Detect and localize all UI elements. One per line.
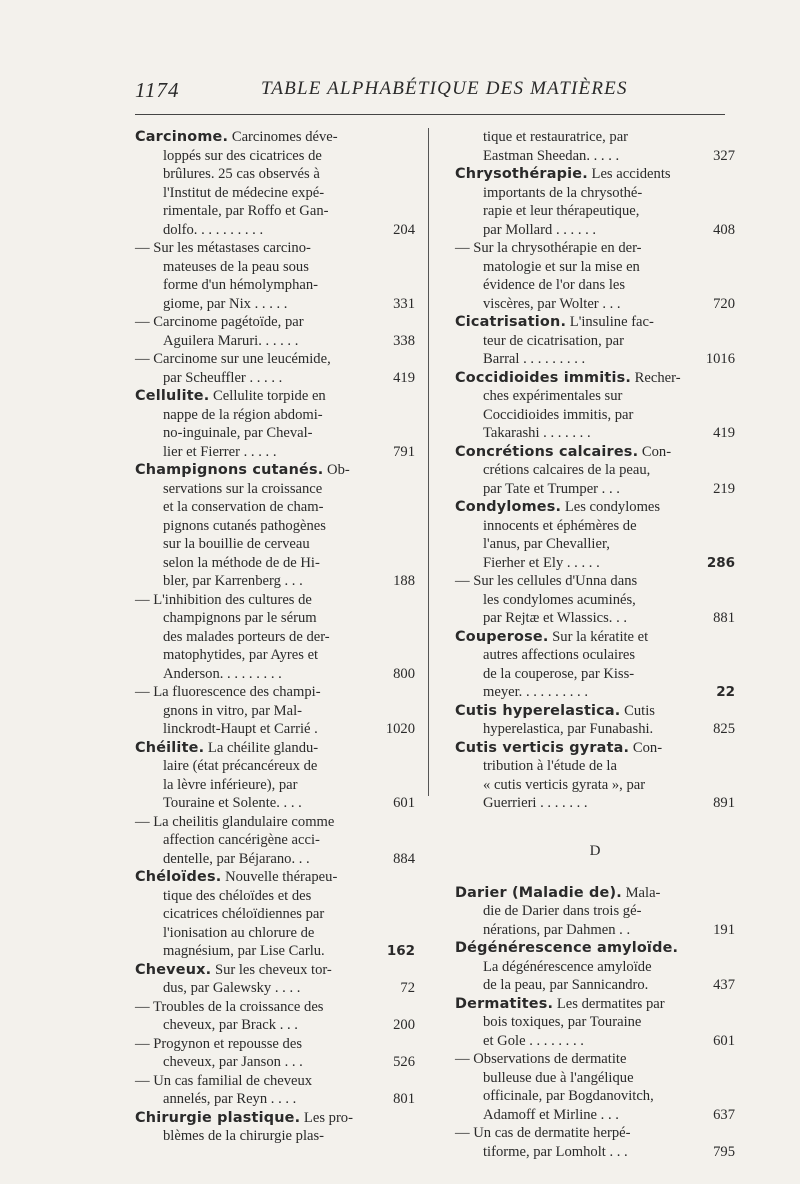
header-rule xyxy=(135,114,725,115)
page-reference: 825 xyxy=(713,721,735,737)
entry-line: l'Institut de médecine expé- xyxy=(163,184,325,201)
entry-line: Aguilera Maruri. . . . . . 338 xyxy=(163,332,415,349)
index-entry xyxy=(135,1109,415,1146)
entry-line: blèmes de la chirurgie plas- xyxy=(163,1128,325,1144)
entry-line: rimentale, par Roffo et Gan- xyxy=(163,203,329,219)
page-reference: 188 xyxy=(393,573,415,589)
entry-line: cheveux, par Janson . . . 526 xyxy=(163,1054,415,1070)
entry-line: l'anus, par Chevallier, xyxy=(483,536,610,552)
page-number: 1174 xyxy=(135,78,180,102)
entry-line: Guerrieri . . . . . . . 891 xyxy=(483,795,735,811)
entry-line: de la couperose, par Kiss- xyxy=(483,665,635,682)
page-reference: 327 xyxy=(713,147,735,164)
index-entry xyxy=(135,461,415,591)
entry-line: teur de cicatrisation, par xyxy=(483,332,625,349)
index-entry xyxy=(135,739,415,813)
entry-line: matologie et sur la mise en xyxy=(483,258,640,275)
entry-line: forme d'un hémolymphan- xyxy=(163,277,319,293)
entry-line: — Troubles de la croissance des xyxy=(135,998,324,1015)
entry-line: autres affections oculaires xyxy=(483,647,636,663)
entry-line: Cutis verticis gyrata. Con- xyxy=(455,739,663,756)
entry-line: dentelle, par Béjarano. . . 884 xyxy=(163,850,415,867)
entry-line: La dégénérescence amyloïde xyxy=(483,958,652,975)
page-reference: 601 xyxy=(713,1032,735,1049)
index-entry xyxy=(135,387,415,461)
entry-line: Carcinome. Carcinomes déve- xyxy=(135,129,338,145)
entry-line: cicatrices chéloïdiennes par xyxy=(163,906,325,922)
entry-line: sur la bouillie de cerveau xyxy=(163,536,310,552)
column-divider xyxy=(428,128,429,796)
right-column xyxy=(455,128,735,1161)
index-entry xyxy=(135,591,415,684)
entry-line: Cutis hyperelastica. Cutis xyxy=(455,702,655,719)
page-reference: 800 xyxy=(393,665,415,682)
entry-line: — L'inhibition des cultures de xyxy=(135,591,312,608)
entry-line: — Sur la chrysothérapie en der- xyxy=(455,240,642,256)
entry-line: — Sur les cellules d'Unna dans xyxy=(455,573,638,589)
index-entry xyxy=(135,998,415,1035)
entry-line: mateuses de la peau sous xyxy=(163,258,309,275)
page-reference: 72 xyxy=(400,980,415,996)
entry-line: tique des chéloïdes et des xyxy=(163,887,312,904)
entry-line: Chirurgie plastique. Les pro- xyxy=(135,1109,353,1126)
page-reference: 720 xyxy=(713,295,735,312)
page-reference: 219 xyxy=(713,480,735,497)
page-reference: 338 xyxy=(393,332,415,349)
index-entry xyxy=(135,1072,415,1109)
index-entry xyxy=(455,369,735,443)
index-entry xyxy=(135,239,415,313)
entry-line: « cutis verticis gyrata », par xyxy=(483,776,646,793)
page-reference: 162 xyxy=(386,943,415,959)
entry-line: gnons in vitro, par Mal- xyxy=(163,702,303,719)
entry-line: Coccidioides immitis, par xyxy=(483,406,634,423)
entry-line: tique et restauratrice, par xyxy=(483,129,629,145)
section-letter: D xyxy=(589,842,601,859)
page-reference: 200 xyxy=(393,1017,415,1033)
entry-line: laire (état précancéreux de xyxy=(163,758,318,774)
entry-line: brûlures. 25 cas observés à xyxy=(163,166,320,182)
entry-line: matophytides, par Ayres et xyxy=(163,647,319,663)
index-entry xyxy=(455,995,735,1051)
entry-line: et Gole . . . . . . . . 601 xyxy=(483,1032,735,1049)
page-reference: 801 xyxy=(393,1091,415,1107)
index-entry xyxy=(455,628,735,702)
entry-line: Touraine et Solente. . . . 601 xyxy=(163,795,415,811)
index-entry xyxy=(455,1050,735,1124)
entry-line: la lèvre inférieure), par xyxy=(163,776,298,793)
index-entry xyxy=(455,939,735,995)
page-reference: 331 xyxy=(393,295,415,312)
index-entry xyxy=(455,128,735,165)
index-entry xyxy=(455,1124,735,1161)
page-header xyxy=(135,78,725,108)
page-reference: 22 xyxy=(716,684,735,700)
entry-line: rapie et leur thérapeutique, xyxy=(483,203,640,219)
entry-line: pignons cutanés pathogènes xyxy=(163,517,326,534)
entry-line: loppés sur des cicatrices de xyxy=(163,147,322,164)
entry-line: — Un cas de dermatite herpé- xyxy=(455,1125,631,1141)
page-reference: 1020 xyxy=(385,721,415,737)
page-reference: 884 xyxy=(393,850,415,867)
entry-line: Takarashi . . . . . . . 419 xyxy=(483,425,735,441)
entry-line: Couperose. Sur la kératite et xyxy=(455,628,649,645)
entry-line: les condylomes acuminés, xyxy=(483,591,636,608)
entry-line: tribution à l'étude de la xyxy=(483,758,617,774)
running-title: TABLE ALPHABÉTIQUE DES MATIÈRES xyxy=(261,78,628,99)
page-reference: 601 xyxy=(393,795,415,811)
entry-line: ches expérimentales sur xyxy=(483,388,623,404)
entry-line: — Carcinome pagétoïde, par xyxy=(135,314,304,330)
index-entry xyxy=(135,350,415,387)
entry-line: meyer. . . . . . . . . . 22 xyxy=(483,684,735,700)
page-reference: 286 xyxy=(706,554,735,571)
entry-line: linckrodt-Haupt et Carrié . 1020 xyxy=(163,721,415,737)
index-entry xyxy=(135,1035,415,1072)
index-entry xyxy=(135,128,415,239)
index-entry xyxy=(455,884,735,940)
entry-line: Eastman Sheedan. . . . . 327 xyxy=(483,147,735,164)
entry-line: dus, par Galewsky . . . . 72 xyxy=(163,980,415,996)
entry-line: nappe de la région abdomi- xyxy=(163,406,323,423)
entry-line: par Rejtæ et Wlassics. . . 881 xyxy=(483,610,735,626)
index-entry xyxy=(455,313,735,369)
entry-line: importants de la chrysothé- xyxy=(483,184,643,201)
index-entry xyxy=(455,165,735,239)
page-reference: 419 xyxy=(713,425,735,441)
page-reference: 526 xyxy=(393,1054,415,1070)
page-reference: 795 xyxy=(713,1143,735,1160)
entry-line: Condylomes. Les condylomes xyxy=(455,499,661,515)
index-entry xyxy=(455,498,735,572)
entry-line: champignons par le sérum xyxy=(163,610,317,626)
entry-line: — Progynon et repousse des xyxy=(135,1035,302,1052)
entry-line: et la conservation de cham- xyxy=(163,499,324,515)
entry-line: Chéloïdes. Nouvelle thérapeu- xyxy=(135,869,338,885)
entry-line: bois toxiques, par Touraine xyxy=(483,1014,642,1030)
entry-line: hyperelastica, par Funabashi. 825 xyxy=(483,721,735,737)
entry-line: officinale, par Bogdanovitch, xyxy=(483,1088,654,1104)
index-entry xyxy=(455,739,735,813)
index-entry xyxy=(135,813,415,869)
entry-line: par Tate et Trumper . . . 219 xyxy=(483,480,735,497)
entry-line: — Sur les métastases carcino- xyxy=(135,240,311,256)
entry-line: die de Darier dans trois gé- xyxy=(483,903,642,919)
entry-line: Barral . . . . . . . . . 1016 xyxy=(483,351,735,367)
entry-line: par Mollard . . . . . . 408 xyxy=(483,221,735,238)
entry-line: Chéilite. La chéilite glandu- xyxy=(135,739,319,756)
index-entry xyxy=(135,961,415,998)
entry-line: Champignons cutanés. Ob- xyxy=(135,462,350,478)
index-entry xyxy=(135,313,415,350)
page-reference: 419 xyxy=(393,369,415,386)
entry-line: dolfo. . . . . . . . . . 204 xyxy=(163,221,415,238)
entry-line: no-inguinale, par Cheval- xyxy=(163,425,313,441)
entry-line: Adamoff et Mirline . . . 637 xyxy=(483,1106,735,1123)
index-entry xyxy=(135,868,415,961)
index-entry xyxy=(455,443,735,499)
entry-line: servations sur la croissance xyxy=(163,480,323,497)
index-entry xyxy=(455,572,735,628)
page-reference: 204 xyxy=(393,221,415,238)
page-reference: 881 xyxy=(713,610,735,626)
entry-line: — La fluorescence des champi- xyxy=(135,684,321,700)
entry-line: Darier (Maladie de). Mala- xyxy=(455,884,661,901)
entry-line: l'ionisation au chlorure de xyxy=(163,924,315,941)
index-entry xyxy=(455,239,735,313)
entry-line: giome, par Nix . . . . . 331 xyxy=(163,295,415,312)
entry-line: selon la méthode de de Hi- xyxy=(163,554,320,571)
entry-line: cheveux, par Brack . . . 200 xyxy=(163,1017,415,1033)
entry-line: — Observations de dermatite xyxy=(455,1051,627,1067)
entry-line: crétions calcaires de la peau, xyxy=(483,462,651,478)
entry-line: innocents et éphémères de xyxy=(483,517,637,534)
page-reference: 437 xyxy=(713,977,735,993)
entry-line: magnésium, par Lise Carlu. 162 xyxy=(163,943,415,959)
page-reference: 408 xyxy=(713,221,735,238)
entry-line: viscères, par Wolter . . . 720 xyxy=(483,295,735,312)
entry-line: Coccidioides immitis. Recher- xyxy=(455,369,681,386)
entry-line: Chrysothérapie. Les accidents xyxy=(455,166,671,182)
entry-line: Cellulite. Cellulite torpide en xyxy=(135,388,326,404)
index-entry xyxy=(455,702,735,739)
entry-line: annelés, par Reyn . . . . 801 xyxy=(163,1091,415,1107)
index-entry xyxy=(135,683,415,739)
entry-line: — La cheilitis glandulaire comme xyxy=(135,813,335,830)
page-reference: 191 xyxy=(713,921,735,938)
entry-line: par Scheuffler . . . . . 419 xyxy=(163,369,415,386)
entry-line: évidence de l'or dans les xyxy=(483,277,626,293)
entry-line: Dermatites. Les dermatites par xyxy=(455,995,665,1012)
entry-line: bler, par Karrenberg . . . 188 xyxy=(163,573,415,589)
entry-line: des malades porteurs de der- xyxy=(163,628,330,645)
entry-line: Fierher et Ely . . . . . 286 xyxy=(483,554,735,571)
page-reference: 791 xyxy=(393,443,415,460)
entry-line: Cheveux. Sur les cheveux tor- xyxy=(135,961,332,978)
entry-line: bulleuse due à l'angélique xyxy=(483,1069,634,1086)
left-column xyxy=(135,128,415,1146)
entry-line: Concrétions calcaires. Con- xyxy=(455,443,672,460)
page-reference: 637 xyxy=(713,1106,735,1123)
page-reference: 1016 xyxy=(705,351,735,367)
entry-line: affection cancérigène acci- xyxy=(163,832,320,848)
entry-line: — Un cas familial de cheveux xyxy=(135,1072,313,1089)
entry-line: lier et Fierrer . . . . . 791 xyxy=(163,443,415,460)
entry-line: tiforme, par Lomholt . . . 795 xyxy=(483,1143,735,1160)
page-reference: 891 xyxy=(713,795,735,811)
entry-line: nérations, par Dahmen . . 191 xyxy=(483,921,735,938)
entry-line: Cicatrisation. L'insuline fac- xyxy=(455,314,654,330)
entry-line: de la peau, par Sannicandro. 437 xyxy=(483,977,735,993)
entry-line: — Carcinome sur une leucémide, xyxy=(135,351,331,367)
entry-line: Dégénérescence amyloïde. xyxy=(455,940,679,956)
entry-line: Anderson. . . . . . . . . 800 xyxy=(163,665,415,682)
